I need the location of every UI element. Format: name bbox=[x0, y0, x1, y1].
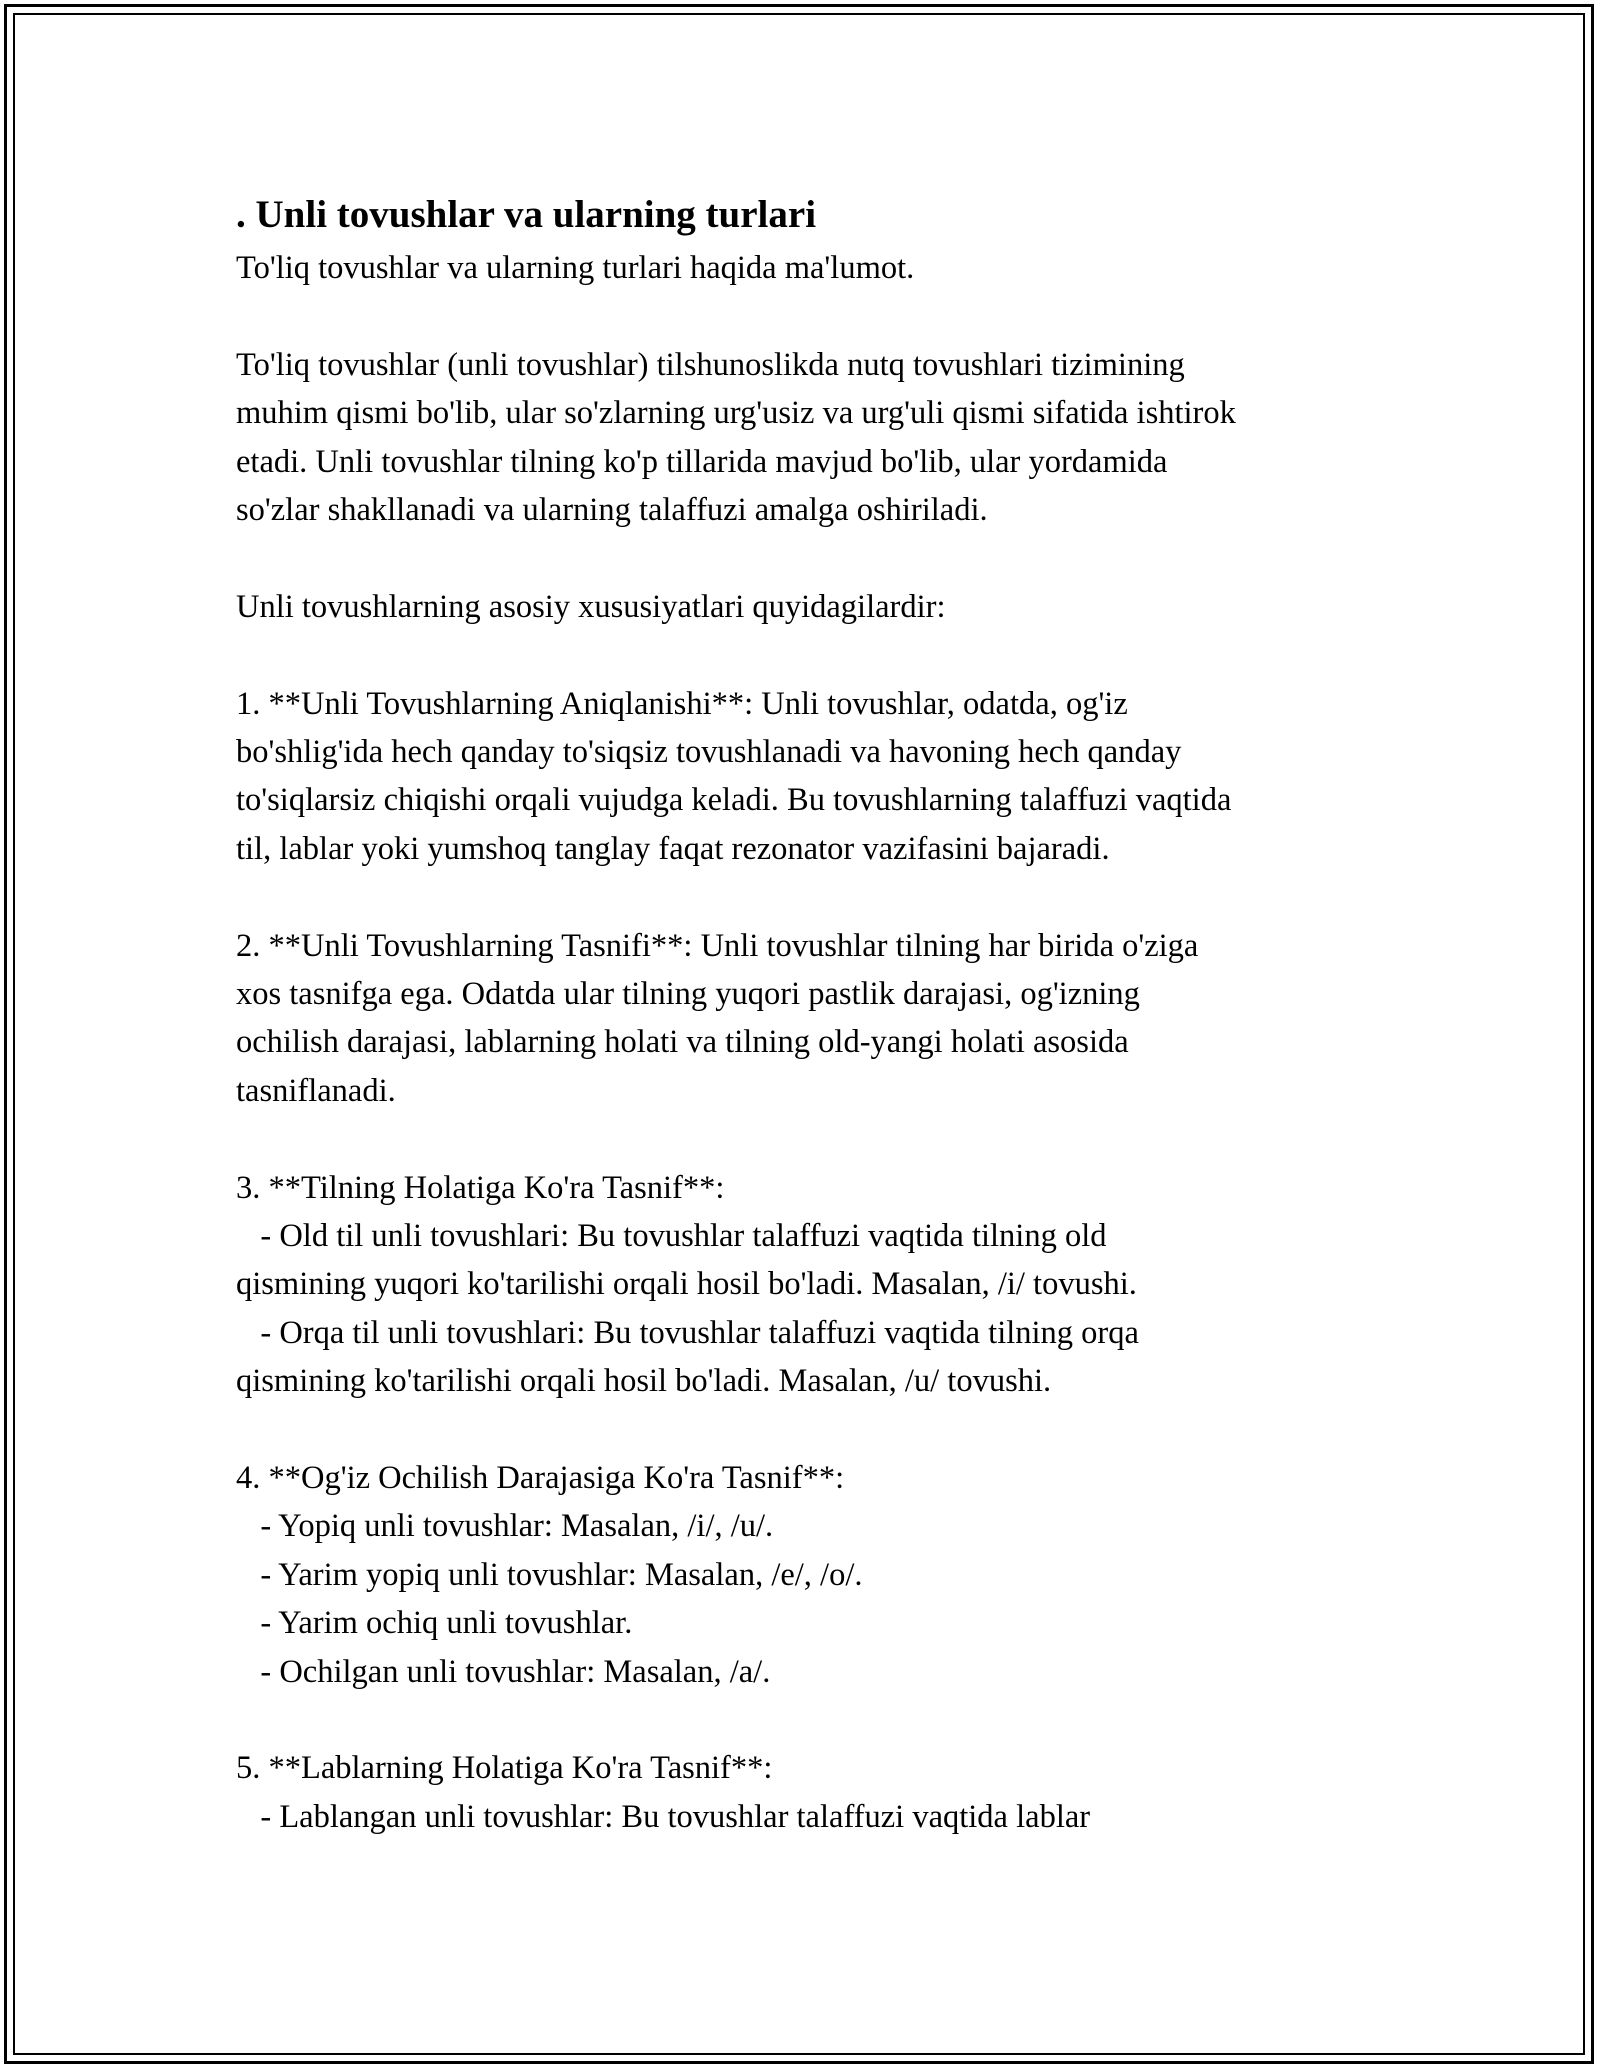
document-line bbox=[236, 1696, 1396, 1744]
document-line: - Yarim yopiq unli tovushlar: Masalan, /e/, /o/. bbox=[236, 1556, 863, 1593]
document-line: 3. **Tilning Holatiga Ko'ra Tasnif**: bbox=[236, 1169, 725, 1206]
document-line: To'liq tovushlar va ularning turlari haqida ma'lumot. bbox=[236, 250, 915, 286]
document-line: 1. **Unli Tovushlarning Aniqlanishi**: Unli tovushlar, odatda, og'iz bbox=[236, 685, 1128, 722]
document-line bbox=[236, 1406, 1396, 1454]
document-line bbox=[236, 292, 1396, 340]
document-line: - Ochilgan unli tovushlar: Masalan, /a/. bbox=[236, 1653, 771, 1690]
document-line: to'siqlarsiz chiqishi orqali vujudga keladi. Bu tovushlarning talaffuzi vaqtida bbox=[236, 782, 1232, 819]
document-line bbox=[236, 534, 1396, 582]
document-line bbox=[236, 1115, 1396, 1163]
document-line: To'liq tovushlar (unli tovushlar) tilshunoslikda nutq tovushlari tizimining bbox=[236, 346, 1185, 383]
document-line: ochilish darajasi, lablarning holati va tilning old-yangi holati asosida bbox=[236, 1024, 1129, 1061]
document-line: - Yarim ochiq unli tovushlar. bbox=[236, 1605, 633, 1642]
document-content bbox=[236, 186, 1396, 1841]
document-line: so'zlar shakllanadi va ularning talaffuzi amalga oshiriladi. bbox=[236, 492, 988, 529]
document-line bbox=[236, 873, 1396, 921]
document-line: - Yopiq unli tovushlar: Masalan, /i/, /u/. bbox=[236, 1508, 774, 1545]
document-line: qismining yuqori ko'tarilishi orqali hosil bo'ladi. Masalan, /i/ tovushi. bbox=[236, 1266, 1137, 1303]
document-line: 4. **Og'iz Ochilish Darajasiga Ko'ra Tasnif**: bbox=[236, 1460, 845, 1497]
document-line: 2. **Unli Tovushlarning Tasnifi**: Unli tovushlar tilning har birida o'ziga bbox=[236, 927, 1199, 964]
document-line: tasniflanadi. bbox=[236, 1072, 396, 1109]
document-line: muhim qismi bo'lib, ular so'zlarning urg'usiz va urg'uli qismi sifatida ishtirok bbox=[236, 395, 1236, 432]
document-line: etadi. Unli tovushlar tilning ko'p tillarida mavjud bo'lib, ular yordamida bbox=[236, 443, 1168, 480]
document-line: - Orqa til unli tovushlari: Bu tovushlar talaffuzi vaqtida tilning orqa bbox=[236, 1314, 1139, 1351]
document-line: til, lablar yoki yumshoq tanglay faqat rezonator vazifasini bajaradi. bbox=[236, 830, 1110, 867]
document-line: 5. **Lablarning Holatiga Ko'ra Tasnif**: bbox=[236, 1750, 773, 1787]
document-line: qismining ko'tarilishi orqali hosil bo'ladi. Masalan, /u/ tovushi. bbox=[236, 1363, 1052, 1400]
document-line: - Lablangan unli tovushlar: Bu tovushlar talaffuzi vaqtida lablar bbox=[236, 1798, 1091, 1835]
document-line: xos tasnifga ega. Odatda ular tilning yuqori pastlik darajasi, og'izning bbox=[236, 976, 1140, 1013]
document-body bbox=[236, 244, 1396, 1841]
document-line: - Old til unli tovushlari: Bu tovushlar talaffuzi vaqtida tilning old bbox=[236, 1218, 1107, 1255]
document-line: Unli tovushlarning asosiy xususiyatlari quyidagilardir: bbox=[236, 588, 946, 625]
document-line bbox=[236, 631, 1396, 679]
document-title: . Unli tovushlar va ularning turlari bbox=[236, 193, 817, 236]
document-line: bo'shlig'ida hech qanday to'siqsiz tovushlanadi va havoning hech qanday bbox=[236, 734, 1182, 771]
